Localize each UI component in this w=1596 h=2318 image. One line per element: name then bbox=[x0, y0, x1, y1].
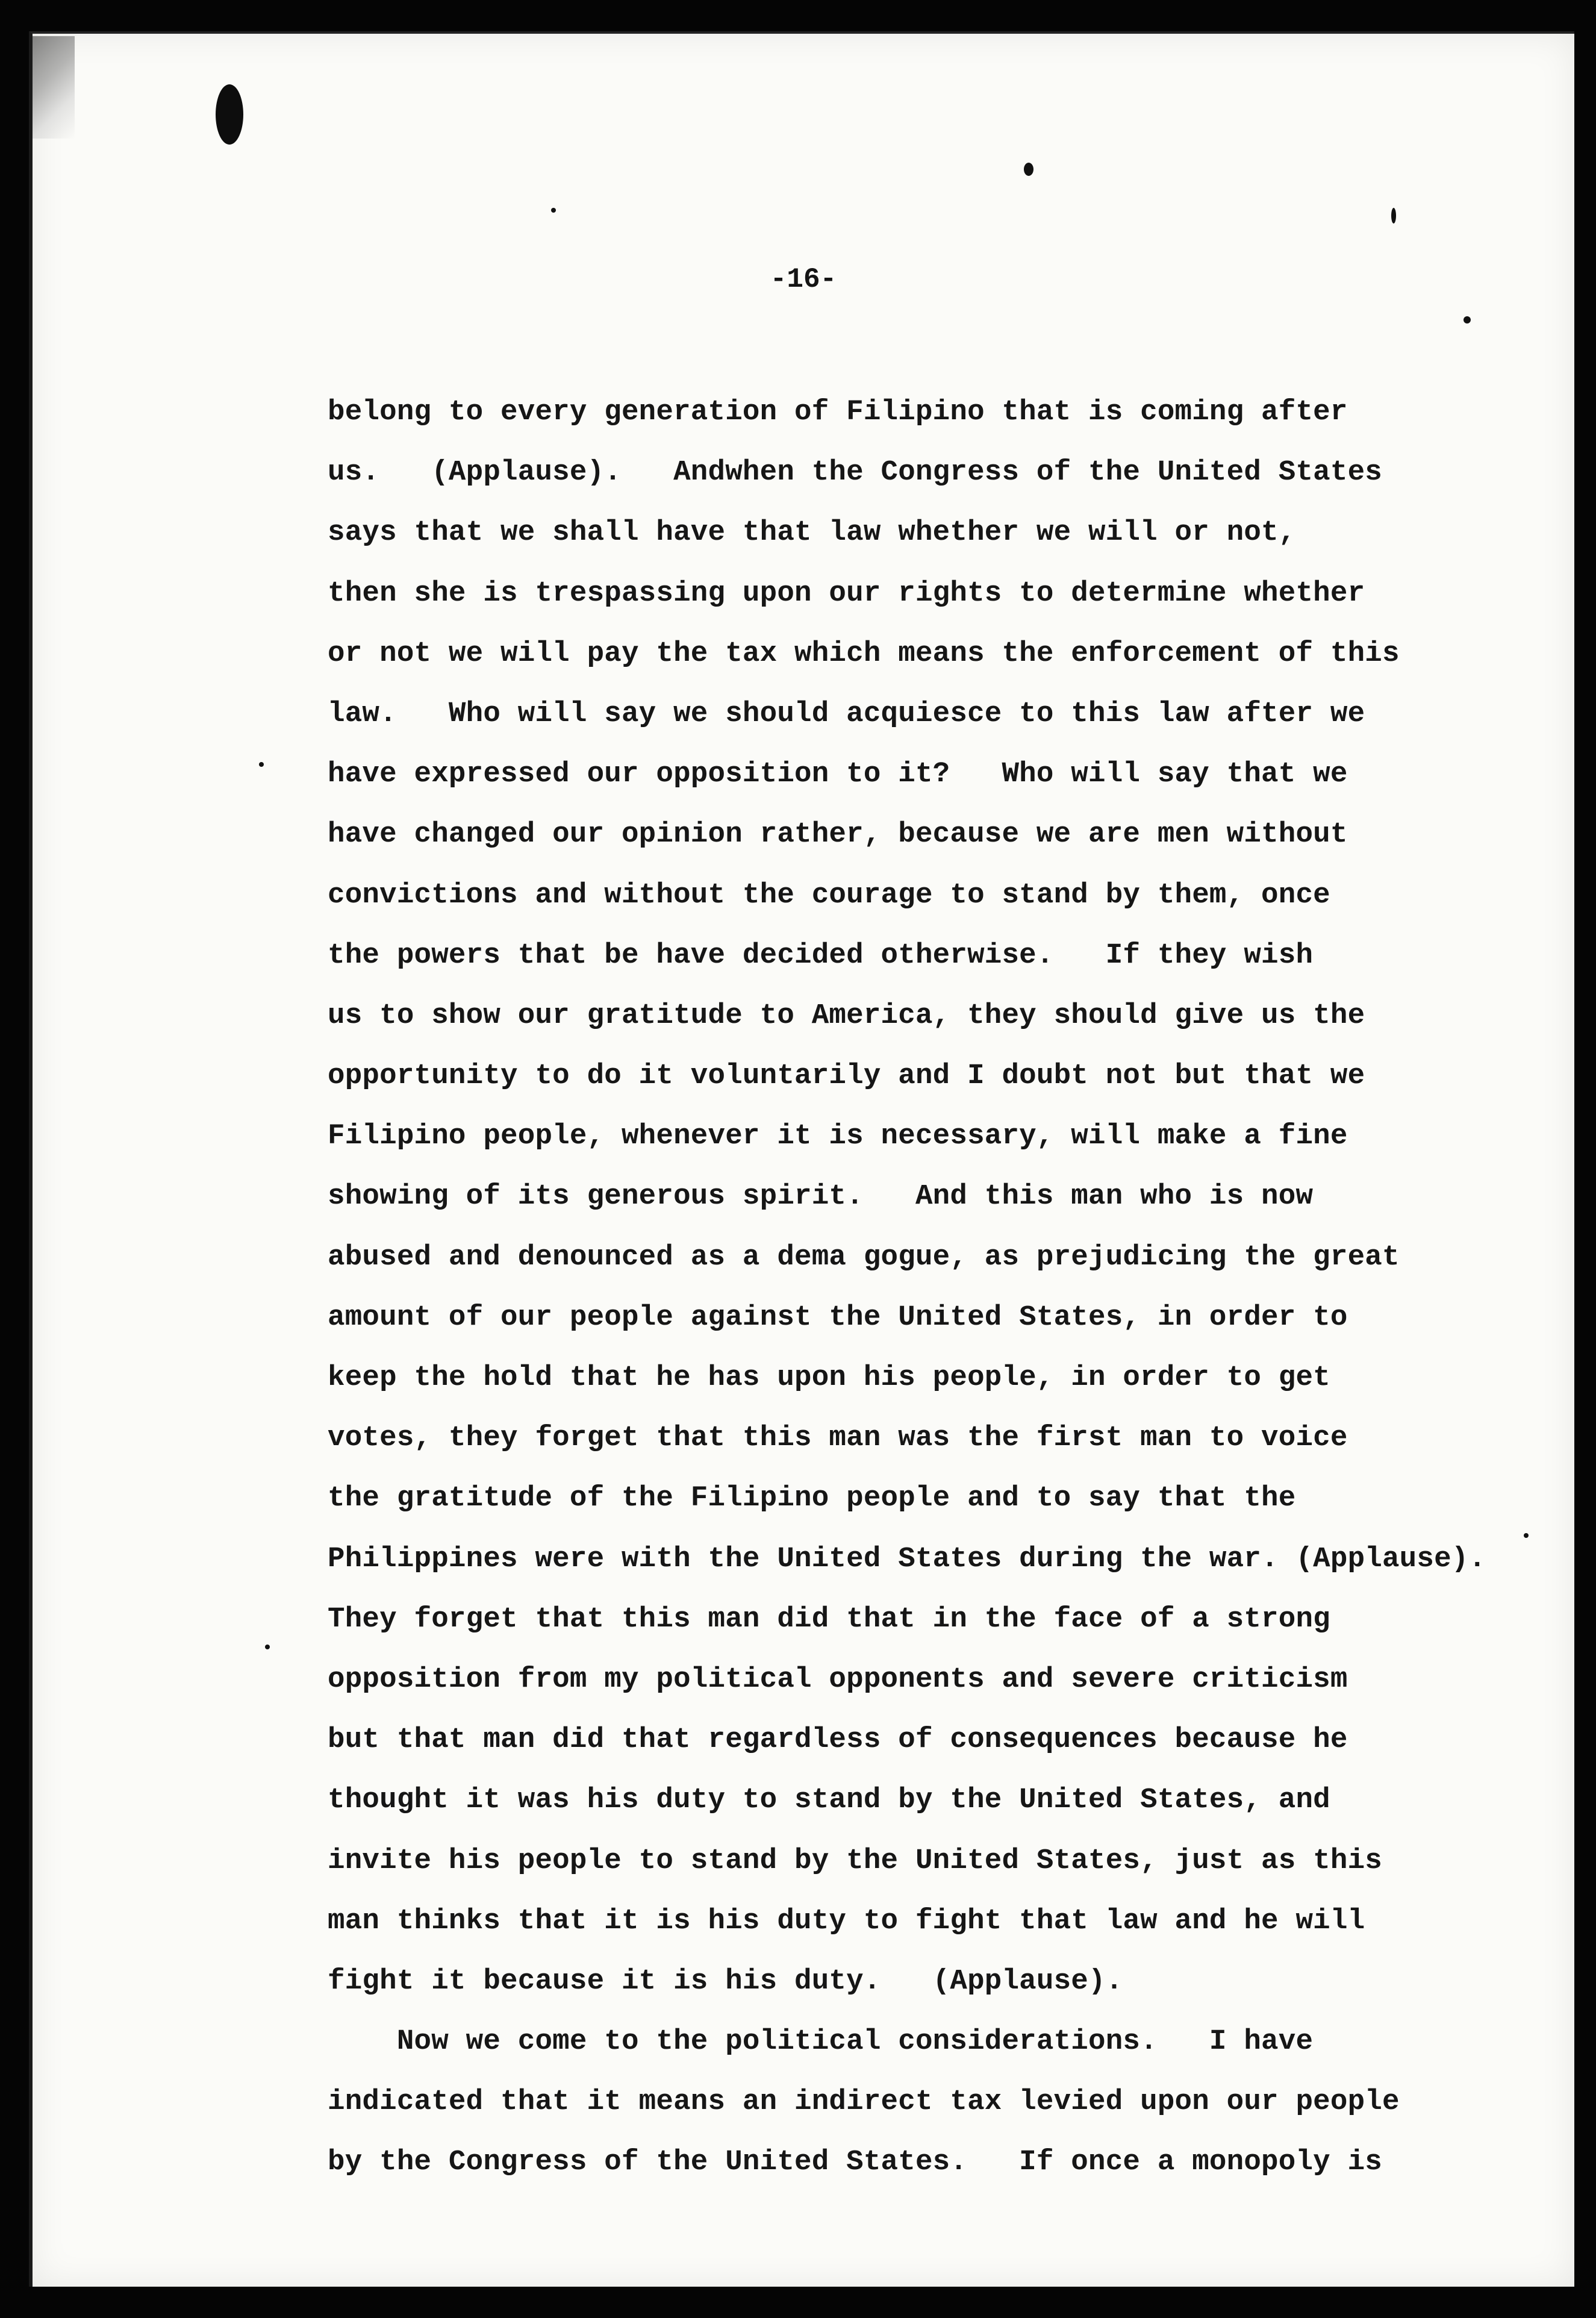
text-line-5: or not we will pay the tax which means the enforcement of this bbox=[328, 637, 1400, 670]
text-line-27: fight it because it is his duty. (Applause). bbox=[328, 1964, 1123, 1998]
ink-speck bbox=[1391, 208, 1396, 223]
folded-corner bbox=[33, 36, 75, 139]
text-line-29: indicated that it means an indirect tax levied upon our people bbox=[328, 2085, 1400, 2119]
ink-speck bbox=[1024, 163, 1033, 176]
text-line-30: by the Congress of the United States. If once a monopoly is bbox=[328, 2146, 1382, 2179]
text-line-25: invite his people to stand by the United States, just as this bbox=[328, 1844, 1382, 1877]
text-line-22: opposition from my political opponents and severe criticism bbox=[328, 1663, 1348, 1696]
ink-speck bbox=[1524, 1533, 1529, 1538]
text-line-16: amount of our people against the United States, in order to bbox=[328, 1301, 1348, 1334]
ink-speck bbox=[1464, 316, 1471, 323]
ink-speck bbox=[265, 1645, 270, 1649]
text-line-17: keep the hold that he has upon his people, in order to get bbox=[328, 1361, 1330, 1394]
typewritten-page bbox=[29, 31, 1574, 2287]
body-text bbox=[328, 382, 1532, 2193]
ink-speck bbox=[259, 762, 264, 767]
text-line-13: Filipino people, whenever it is necessary, will make a fine bbox=[328, 1120, 1348, 1153]
text-line-11: us to show our gratitude to America, they should give us the bbox=[328, 999, 1365, 1032]
text-line-28: Now we come to the political considerations. I have bbox=[328, 2025, 1314, 2058]
text-line-19: the gratitude of the Filipino people and to say that the bbox=[328, 1482, 1296, 1515]
text-line-23: but that man did that regardless of consequences because he bbox=[328, 1723, 1348, 1757]
text-line-24: thought it was his duty to stand by the United States, and bbox=[328, 1784, 1330, 1817]
page-number: -16- bbox=[770, 264, 837, 295]
ink-speck bbox=[551, 208, 556, 213]
text-line-8: have changed our opinion rather, because we are men without bbox=[328, 818, 1348, 851]
text-line-7: have expressed our opposition to it? Who will say that we bbox=[328, 758, 1348, 791]
text-line-21: They forget that this man did that in the face of a strong bbox=[328, 1602, 1330, 1635]
text-line-20: Philippines were with the United States during the war. (Applause). bbox=[328, 1542, 1486, 1575]
text-line-15: abused and denounced as a dema gogue, as prejudicing the great bbox=[328, 1240, 1400, 1273]
text-line-18: votes, they forget that this man was the first man to voice bbox=[328, 1422, 1348, 1455]
text-line-26: man thinks that it is his duty to fight that law and he will bbox=[328, 1904, 1365, 1937]
text-line-14: showing of its generous spirit. And this man who is now bbox=[328, 1180, 1314, 1213]
text-line-10: the powers that be have decided otherwise. If they wish bbox=[328, 939, 1314, 972]
text-line-2: us. (Applause). Andwhen the Congress of the United States bbox=[328, 456, 1382, 489]
text-line-12: opportunity to do it voluntarily and I doubt not but that we bbox=[328, 1060, 1365, 1093]
text-line-1: belong to every generation of Filipino that is coming after bbox=[328, 396, 1348, 428]
punch-hole bbox=[216, 84, 243, 145]
text-line-6: law. Who will say we should acquiesce to this law after we bbox=[328, 697, 1365, 730]
text-line-4: then she is trespassing upon our rights to determine whether bbox=[328, 576, 1365, 610]
text-line-3: says that we shall have that law whether we will or not, bbox=[328, 516, 1296, 549]
text-line-9: convictions and without the courage to stand by them, once bbox=[328, 878, 1330, 911]
